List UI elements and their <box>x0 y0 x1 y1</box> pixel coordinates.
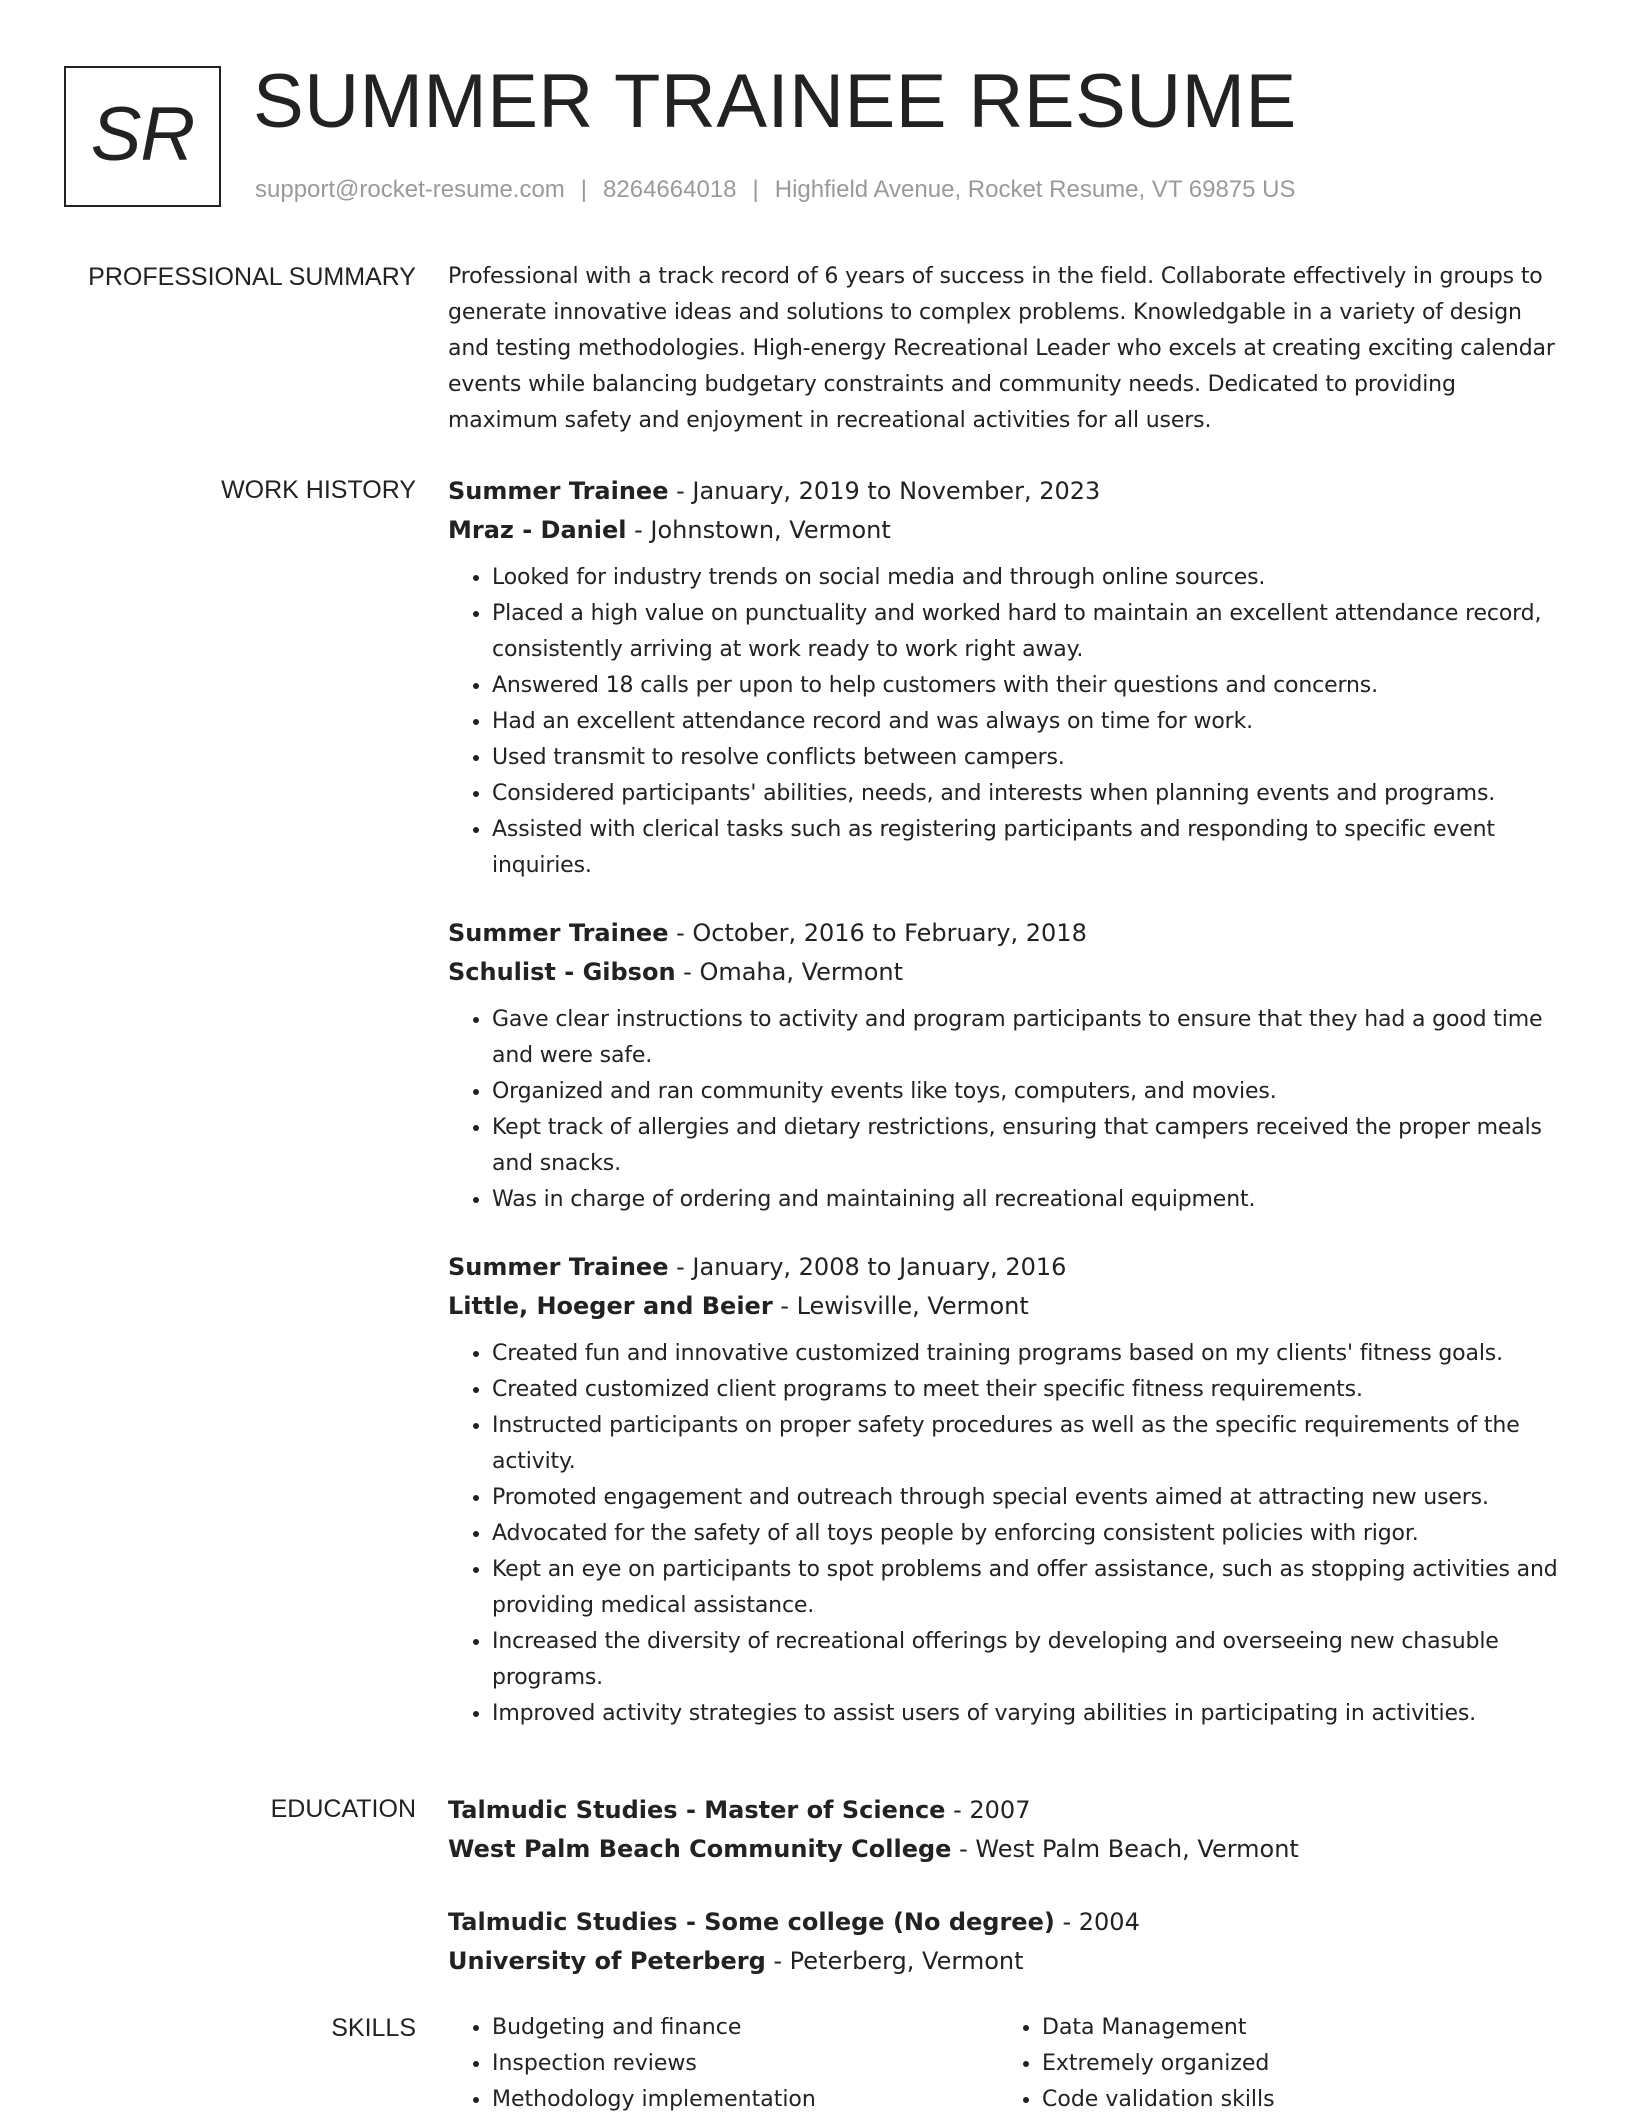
work-history-body <box>448 472 1568 1762</box>
skill-item: • Data Management <box>1042 2010 1548 2046</box>
job-title-line <box>448 1248 1568 1287</box>
monogram-badge <box>64 66 221 207</box>
job-dates: - January, 2008 to January, 2016 <box>668 1253 1067 1281</box>
job-title-line <box>448 472 1568 511</box>
job-title: Summer Trainee <box>448 919 669 947</box>
job-company-line <box>448 1287 1568 1326</box>
skills-list-right <box>998 2010 1548 2118</box>
job-location: - Johnstown, Vermont <box>626 516 891 544</box>
job-bullet: • Used transmit to resolve conflicts between campers. <box>492 740 1568 776</box>
job-bullet: • Created fun and innovative customized training programs based on my clients' fitness goals. <box>492 1336 1568 1372</box>
job-location: - Omaha, Vermont <box>675 958 904 986</box>
job-bullet: • Looked for industry trends on social media and through online sources. <box>492 560 1568 596</box>
job-bullet: • Instructed participants on proper safety procedures as well as the specific requirements of the activity. <box>492 1408 1568 1480</box>
job-company: Schulist - Gibson <box>448 958 676 986</box>
skill-item: • Budgeting and finance <box>492 2010 998 2046</box>
skills-columns <box>448 2010 1568 2118</box>
education-location: - Peterberg, Vermont <box>765 1947 1024 1975</box>
education-body <box>448 1791 1568 2015</box>
education-entry <box>448 1903 1568 1981</box>
resume-title: SUMMER TRAINEE RESUME <box>253 59 1297 144</box>
job-bullet: • Gave clear instructions to activity and program participants to ensure that they had a good time and were safe. <box>492 1002 1568 1074</box>
job-bullet: • Assisted with clerical tasks such as registering participants and responding to specific event inquiries. <box>492 812 1568 884</box>
job-dates: - October, 2016 to February, 2018 <box>668 919 1087 947</box>
education-degree: Talmudic Studies - Master of Science <box>448 1796 946 1824</box>
skills-list-left <box>448 2010 998 2118</box>
job-location: - Lewisville, Vermont <box>772 1292 1029 1320</box>
job-company-line <box>448 511 1568 550</box>
summary-text: Professional with a track record of 6 years of success in the field. Collaborate effectively in groups to generate innovative ideas and solutions to complex problems. Knowledgable in a variety of design and testing methodologies. High-energy Recreational Leader who excels at creating exciting calendar events while balancing budgetary constraints and community needs. Dedicated to providing maximum safety and enjoyment in recreational activities for all users. <box>448 264 1555 433</box>
section-label-education: EDUCATION <box>270 1795 416 1823</box>
job-title-line <box>448 914 1568 953</box>
summary-body <box>448 259 1568 439</box>
education-entry <box>448 1791 1568 1869</box>
section-label-summary: PROFESSIONAL SUMMARY <box>88 263 416 291</box>
job-title: Summer Trainee <box>448 1253 669 1281</box>
contact-email: support@rocket-resume.com <box>255 176 565 203</box>
job-bullet: • Improved activity strategies to assist users of varying abilities in participating in activities. <box>492 1696 1568 1732</box>
education-year: - 2004 <box>1054 1908 1140 1936</box>
job-bullet-list <box>448 560 1568 884</box>
job-bullet: • Increased the diversity of recreational offerings by developing and overseeing new chasuble programs. <box>492 1624 1568 1696</box>
contact-line <box>255 174 1296 206</box>
contact-phone: 8264664018 <box>603 176 737 203</box>
job-bullet-list <box>448 1002 1568 1218</box>
job-entry <box>448 914 1568 1218</box>
job-company-line <box>448 953 1568 992</box>
job-title: Summer Trainee <box>448 477 669 505</box>
job-bullet: • Advocated for the safety of all toys people by enforcing consistent policies with rigor. <box>492 1516 1568 1552</box>
job-bullet: • Answered 18 calls per upon to help customers with their questions and concerns. <box>492 668 1568 704</box>
section-label-skills: SKILLS <box>331 2014 416 2042</box>
education-school-line <box>448 1830 1568 1869</box>
job-bullet: • Kept track of allergies and dietary restrictions, ensuring that campers received the proper meals and snacks. <box>492 1110 1568 1182</box>
job-bullet: • Organized and ran community events like toys, computers, and movies. <box>492 1074 1568 1110</box>
job-company: Little, Hoeger and Beier <box>448 1292 773 1320</box>
job-bullet: • Kept an eye on participants to spot problems and offer assistance, such as stopping activities and providing medical assistance. <box>492 1552 1568 1624</box>
education-degree: Talmudic Studies - Some college (No degree) <box>448 1908 1055 1936</box>
section-label-work-history: WORK HISTORY <box>221 476 416 504</box>
skill-item: • Extremely organized <box>1042 2046 1548 2082</box>
job-company: Mraz - Daniel <box>448 516 627 544</box>
education-location: - West Palm Beach, Vermont <box>951 1835 1299 1863</box>
job-entry <box>448 1248 1568 1732</box>
job-entry <box>448 472 1568 884</box>
job-dates: - January, 2019 to November, 2023 <box>668 477 1101 505</box>
job-bullet: • Promoted engagement and outreach through special events aimed at attracting new users. <box>492 1480 1568 1516</box>
education-school-line <box>448 1942 1568 1981</box>
contact-address: Highfield Avenue, Rocket Resume, VT 69875 US <box>774 176 1296 203</box>
education-degree-line <box>448 1903 1568 1942</box>
job-bullet: • Had an excellent attendance record and was always on time for work. <box>492 704 1568 740</box>
skills-body <box>448 2010 1568 2118</box>
education-school: University of Peterberg <box>448 1947 766 1975</box>
skill-item: • Methodology implementation <box>492 2082 998 2118</box>
job-bullet: • Created customized client programs to meet their specific fitness requirements. <box>492 1372 1568 1408</box>
job-bullet-list <box>448 1336 1568 1732</box>
job-bullet: • Was in charge of ordering and maintaining all recreational equipment. <box>492 1182 1568 1218</box>
education-year: - 2007 <box>945 1796 1031 1824</box>
education-school: West Palm Beach Community College <box>448 1835 952 1863</box>
contact-separator: | <box>752 176 759 203</box>
contact-separator: | <box>580 176 588 203</box>
monogram-initials: SR <box>90 92 195 177</box>
skill-item: • Code validation skills <box>1042 2082 1548 2118</box>
education-degree-line <box>448 1791 1568 1830</box>
job-bullet: • Considered participants' abilities, needs, and interests when planning events and programs. <box>492 776 1568 812</box>
job-bullet: • Placed a high value on punctuality and worked hard to maintain an excellent attendance record, consistently arriving at work ready to work right away. <box>492 596 1568 668</box>
skill-item: • Inspection reviews <box>492 2046 998 2082</box>
